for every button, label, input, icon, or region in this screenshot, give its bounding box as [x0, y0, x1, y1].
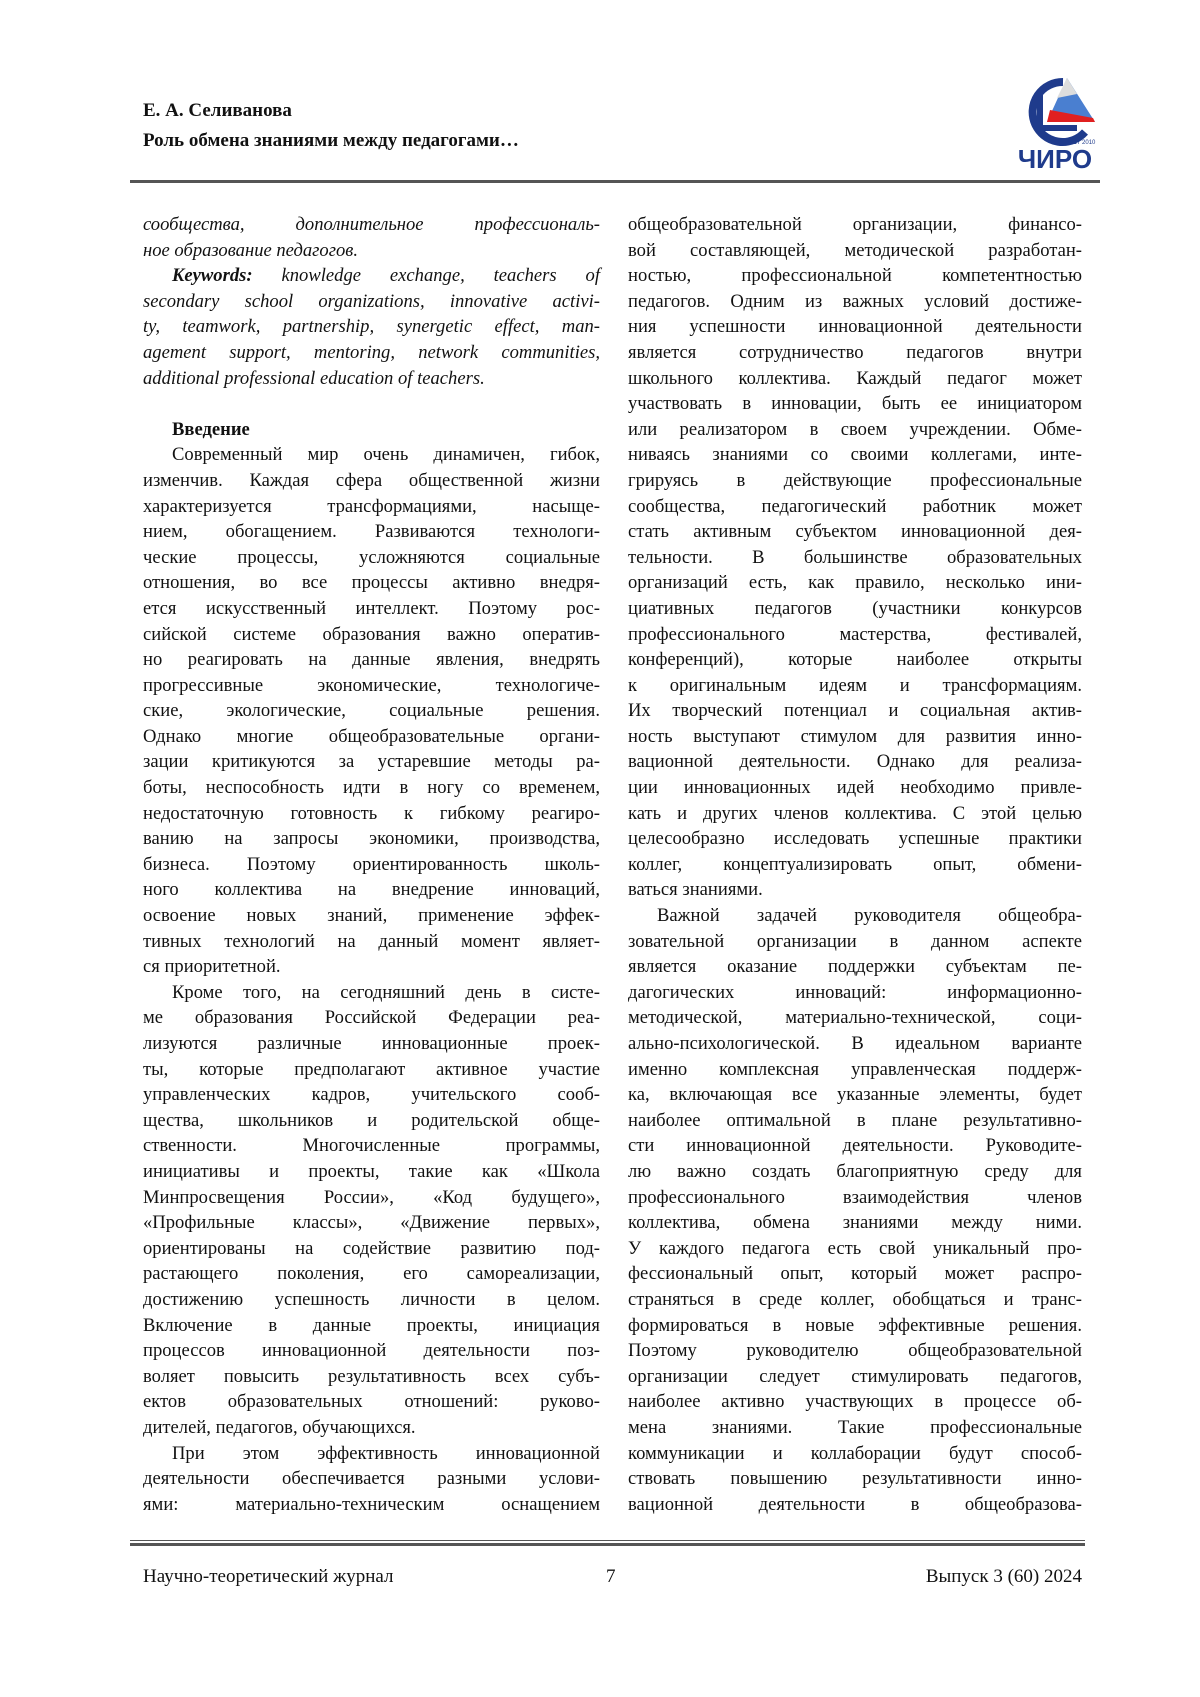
journal-page [0, 0, 1200, 1697]
text-line: управленческих кадров, учительского сооб- [143, 1082, 600, 1108]
text-line: Их творческий потенциал и социальная актив- [628, 698, 1082, 724]
text-line: страняться в среде коллег, обобщаться и транс- [628, 1287, 1082, 1313]
text-line: ванию на запросы экономики, производства, [143, 826, 600, 852]
text-line: лю важно создать благоприятную среду для [628, 1159, 1082, 1185]
text-line: Однако многие общеобразовательные органи- [143, 724, 600, 750]
text-line: дагогических инноваций: информационно- [628, 980, 1082, 1006]
text-line: формироваться в новые эффективные решения. [628, 1313, 1082, 1339]
text-line: мена знаниями. Такие профессиональные [628, 1415, 1082, 1441]
text-line: именно комплексная управленческая поддерж- [628, 1057, 1082, 1083]
text-line: растающего поколения, его самореализации, [143, 1261, 600, 1287]
text-line: ность выступают стимулом для развития инно- [628, 724, 1082, 750]
text-line: коллектива, обмена знаниями между ними. [628, 1210, 1082, 1236]
text-line: ка, включающая все указанные элементы, будет [628, 1082, 1082, 1108]
text-line: тельности. В большинстве образовательных [628, 545, 1082, 571]
text-line: зовательной организации в данном аспекте [628, 929, 1082, 955]
text-line: ниваясь знаниями со своими коллегами, инте- [628, 442, 1082, 468]
text-line: коммуникации и коллаборации будут способ- [628, 1441, 1082, 1467]
text-line: воляет повысить результативность всех субъ- [143, 1364, 600, 1390]
text-line: вационной деятельности в общеобразова- [628, 1492, 1082, 1518]
text-line: ется искусственный интеллект. Поэтому рос- [143, 596, 600, 622]
text-line: ческие процессы, усложняются социальные [143, 545, 600, 571]
page-number: 7 [606, 1566, 616, 1588]
text-line: вой составляющей, методической разработан- [628, 238, 1082, 264]
text-line: сийской системе образования важно оператив- [143, 622, 600, 648]
text-line: ектов образовательных отношений: руково- [143, 1389, 600, 1415]
text-line: профессионального мастерства, фестивалей, [628, 622, 1082, 648]
keywords-label: Keywords: [172, 265, 253, 286]
text-line: изменчив. Каждая сфера общественной жизни [143, 468, 600, 494]
text-line: ты, которые предполагают активное участие [143, 1057, 600, 1083]
text-line: ствовать повышению результативности инно- [628, 1466, 1082, 1492]
article-running-title: Роль обмена знаниями между педагогами… [143, 130, 519, 152]
text-line: зации критикуются за устаревшие методы ра- [143, 749, 600, 775]
text-line: ями: материально-техническим оснащением [143, 1492, 600, 1518]
chiro-logo [1005, 70, 1105, 175]
header-rule [130, 180, 1100, 183]
text-line: процессов инновационной деятельности поз- [143, 1338, 600, 1364]
footer-issue: Выпуск 3 (60) 2024 [926, 1566, 1082, 1588]
text-line: стать активным субъектом инновационной дея- [628, 519, 1082, 545]
text-line: Кроме того, на сегодняшний день в систе- [143, 980, 600, 1006]
text-line: коллег, концептуализировать опыт, обмени- [628, 852, 1082, 878]
text-line: инициативы и проекты, такие как «Школа [143, 1159, 600, 1185]
text-line: лизуются различные инновационные проек- [143, 1031, 600, 1057]
text-line: достижению успешность личности в целом. [143, 1287, 600, 1313]
text-line: щества, школьников и родительской обще- [143, 1108, 600, 1134]
text-line: организаций есть, как правило, несколько ини- [628, 570, 1082, 596]
text-line: профессионального взаимодействия членов [628, 1185, 1082, 1211]
section-heading: Введение [143, 417, 600, 443]
text-line: ственности. Многочисленные программы, [143, 1133, 600, 1159]
text-line: вационной деятельности. Однако для реализа- [628, 749, 1082, 775]
article-author: Е. А. Селиванова [143, 100, 292, 122]
text-line: ские, экологические, социальные решения. [143, 698, 600, 724]
text-line: ся приоритетной. [143, 954, 600, 980]
text-line: освоение новых знаний, применение эффек- [143, 903, 600, 929]
text-line: дителей, педагогов, обучающихся. [143, 1415, 600, 1441]
text-line: agement support, mentoring, network communities, [143, 340, 600, 366]
text-line: является оказание поддержки субъектам пе- [628, 954, 1082, 980]
text-line: наиболее активно участвующих в процессе об- [628, 1389, 1082, 1415]
text-line: отношения, во все процессы активно внедря- [143, 570, 600, 596]
text-line: циативных педагогов (участники конкурсов [628, 596, 1082, 622]
text-line: целесообразно исследовать успешные практики [628, 826, 1082, 852]
text-line: кать и других членов коллектива. С этой целью [628, 801, 1082, 827]
text-line: фессиональный опыт, который может распро- [628, 1261, 1082, 1287]
text-line: ное образование педагогов. [143, 238, 600, 264]
text-line: недостаточную готовность к гибкому реагиро- [143, 801, 600, 827]
text-line: является сотрудничество педагогов внутри [628, 340, 1082, 366]
text-line: сти инновационной деятельности. Руководите- [628, 1133, 1082, 1159]
spacer [143, 391, 600, 417]
text-line: общеобразовательной организации, финансо- [628, 212, 1082, 238]
keywords-line [143, 263, 600, 289]
text-line: «Профильные классы», «Движение первых», [143, 1210, 600, 1236]
text-line: деятельности обеспечивается разными услови- [143, 1466, 600, 1492]
text-line: характеризуется трансформациями, насыще- [143, 494, 600, 520]
svg-text:ЧИРО: ЧИРО [1018, 144, 1092, 174]
text-line: additional professional education of teachers. [143, 366, 600, 392]
text-line: У каждого педагога есть свой уникальный про- [628, 1236, 1082, 1262]
text-line: ции инновационных идей необходимо привле- [628, 775, 1082, 801]
footer-journal: Научно-теоретический журнал [143, 1566, 393, 1588]
text-line: к оригинальным идеям и трансформациям. [628, 673, 1082, 699]
text-line: ния успешности инновационной деятельности [628, 314, 1082, 340]
svg-text:1917 2010: 1917 2010 [1067, 140, 1096, 146]
text-line: secondary school organizations, innovative activi- [143, 289, 600, 315]
text-line: сообщества, педагогический работник может [628, 494, 1082, 520]
text-line: ваться знаниями. [628, 877, 1082, 903]
text-line: Минпросвещения России», «Код будущего», [143, 1185, 600, 1211]
text-line: наиболее оптимальной в плане результативно- [628, 1108, 1082, 1134]
text-line: Современный мир очень динамичен, гибок, [143, 442, 600, 468]
text-line: или реализатором в своем учреждении. Обме- [628, 417, 1082, 443]
text-line: методической, материально-технической, соци- [628, 1005, 1082, 1031]
text-line: педагогов. Одним из важных условий достиже- [628, 289, 1082, 315]
right-column [628, 212, 1082, 1517]
text-line: прогрессивные экономические, технологиче- [143, 673, 600, 699]
footer-rule-thick [130, 1543, 1085, 1546]
text-line: Важной задачей руководителя общеобра- [628, 903, 1082, 929]
text-line: организации следует стимулировать педагогов, [628, 1364, 1082, 1390]
left-column [143, 212, 600, 1517]
text-line: ного коллектива на внедрение инноваций, [143, 877, 600, 903]
text-line: участвовать в инновации, быть ее инициатором [628, 391, 1082, 417]
text-line: бизнеса. Поэтому ориентированность школь- [143, 852, 600, 878]
text-line: школьного коллектива. Каждый педагог может [628, 366, 1082, 392]
text-line: но реагировать на данные явления, внедрять [143, 647, 600, 673]
text-line: сообщества, дополнительное профессиональ- [143, 212, 600, 238]
text-line: ty, teamwork, partnership, synergetic effect, man- [143, 314, 600, 340]
text-line: грируясь в действующие профессиональные [628, 468, 1082, 494]
text-line: нием, обогащением. Развиваются технологи- [143, 519, 600, 545]
text-line: конференций), которые наиболее открыты [628, 647, 1082, 673]
text-line: ориентированы на содействие развитию под- [143, 1236, 600, 1262]
footer-rule [130, 1540, 1085, 1541]
text-line: Поэтому руководителю общеобразовательной [628, 1338, 1082, 1364]
text-line: ально-психологической. В идеальном варианте [628, 1031, 1082, 1057]
text-line: тивных технологий на данный момент являет- [143, 929, 600, 955]
text-line: боты, неспособность идти в ногу со временем, [143, 775, 600, 801]
text-line: ностью, профессиональной компетентностью [628, 263, 1082, 289]
keywords-text: knowledge exchange, teachers of [253, 265, 600, 286]
text-line: При этом эффективность инновационной [143, 1441, 600, 1467]
text-line: Включение в данные проекты, инициация [143, 1313, 600, 1339]
text-line: ме образования Российской Федерации реа- [143, 1005, 600, 1031]
